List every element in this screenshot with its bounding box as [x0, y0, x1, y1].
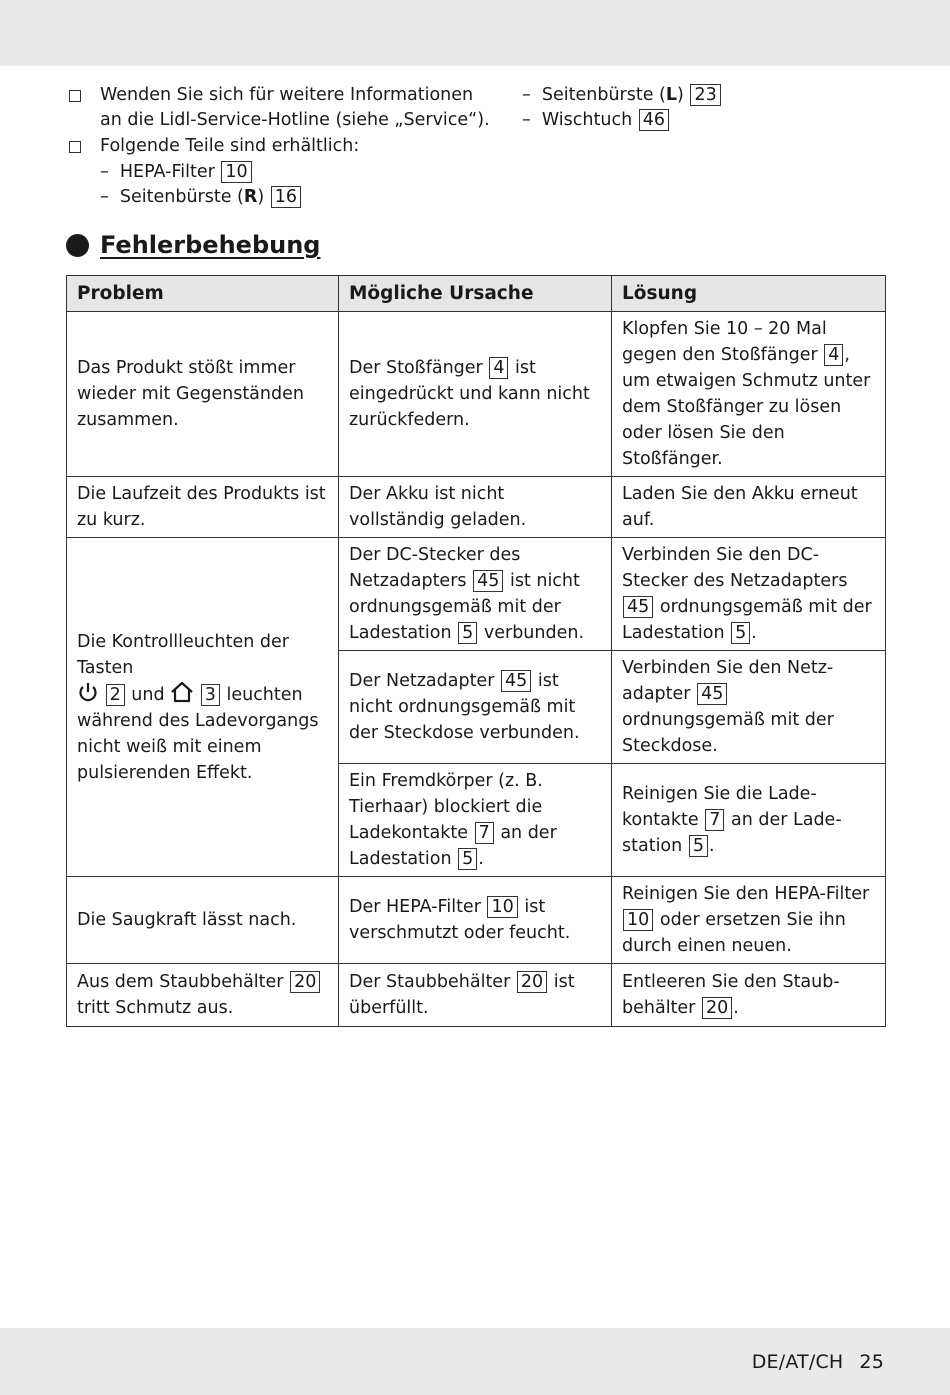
part-label: Wischtuch	[541, 110, 633, 130]
cause-text: Der Staubbehälter	[349, 972, 511, 992]
cause-text: ist überfüllt.	[349, 972, 575, 1018]
problem-text: leuchten	[226, 684, 303, 705]
cause-text: an der Ladestation	[349, 823, 557, 869]
solution-text: Verbinden Sie den Netz-adapter	[622, 658, 834, 704]
footer-region: DE/AT/CH	[751, 1351, 844, 1373]
table-row	[67, 538, 886, 651]
solution-text: oder ersetzen Sie ihn durch einen neuen.	[622, 910, 846, 956]
solution-text: Reinigen Sie die Lade-kontakte	[622, 784, 817, 830]
part-hepa-filter: – HEPA-Filter 10	[100, 160, 253, 185]
problem-cell: Die Saugkraft lässt nach.	[67, 877, 339, 964]
ref-number: 4	[489, 357, 508, 379]
ref-number: 2	[106, 684, 125, 706]
solution-text: Verbinden Sie den DC-Stecker des Netzadapters	[622, 545, 848, 591]
ref-number: 7	[475, 822, 494, 844]
cause-cell	[339, 538, 612, 651]
problem-cell: Das Produkt stößt immer wieder mit Gegenständen zusammen.	[67, 312, 339, 477]
solution-cell	[612, 651, 886, 764]
solution-text: , um etwaigen Schmutz unter dem Stoßfänger zu lösen oder lösen Sie den Stoßfänger.	[622, 345, 871, 469]
ref-number: 5	[458, 848, 477, 870]
checkbox-icon	[69, 90, 81, 102]
table-row	[67, 877, 886, 964]
problem-text: tritt Schmutz aus.	[77, 998, 234, 1018]
problem-cell: Die Laufzeit des Produkts ist zu kurz.	[67, 477, 339, 538]
ref-number: 10	[487, 896, 517, 918]
cause-text: Der HEPA-Filter	[349, 897, 481, 917]
header-problem: Problem	[67, 276, 339, 312]
cause-cell	[339, 764, 612, 877]
solution-text: ordnungsgemäß mit der Steckdose.	[622, 710, 834, 756]
table-row	[67, 477, 886, 538]
ref-number: 10	[623, 909, 653, 931]
top-band	[0, 0, 950, 66]
solution-cell	[612, 877, 886, 964]
problem-text: und	[131, 684, 165, 705]
solution-cell	[612, 312, 886, 477]
ref-number: 3	[201, 684, 220, 706]
bullet-icon	[66, 234, 89, 257]
intro-item1-line2: an die Lidl-Service-Hotline (siehe „Service“).	[100, 110, 490, 130]
solution-cell	[612, 764, 886, 877]
ref-number: 20	[290, 971, 320, 993]
ref-number: 20	[702, 997, 732, 1019]
solution-cell	[612, 538, 886, 651]
ref-number: 45	[501, 670, 531, 692]
cause-cell: Der Akku ist nicht vollständig geladen.	[339, 477, 612, 538]
power-icon	[77, 681, 99, 703]
part-label: Seitenbürste (	[541, 85, 666, 105]
cause-text: ist verschmutzt oder feucht.	[349, 897, 571, 943]
solution-cell	[612, 964, 886, 1027]
section-heading	[66, 231, 320, 259]
problem-text: während des Ladevorgangs nicht weiß mit einem pulsierenden Effekt.	[77, 710, 319, 783]
cause-text: ist nicht ordnungsgemäß mit der Steckdose verbunden.	[349, 671, 580, 743]
ref-number: 4	[824, 344, 843, 366]
problem-cell	[67, 964, 339, 1027]
header-solution: Lösung	[612, 276, 886, 312]
section-title: Fehlerbehebung	[100, 231, 321, 259]
cause-text: Ein Fremdkörper (z. B. Tierhaar) blockiert die Ladekontakte	[349, 771, 543, 843]
ref-number: 45	[697, 683, 727, 705]
ref-number: 5	[458, 622, 477, 644]
intro-item2: Folgende Teile sind erhältlich:	[100, 136, 360, 156]
solution-text: Entleeren Sie den Staub-behälter	[622, 972, 840, 1018]
solution-cell: Laden Sie den Akku erneut auf.	[612, 477, 886, 538]
part-label-end: )	[677, 85, 684, 105]
ref-number: 5	[689, 835, 708, 857]
ref-number: 10	[221, 161, 251, 183]
table-row	[67, 312, 886, 477]
ref-number: 16	[271, 186, 301, 208]
table-row	[67, 964, 886, 1027]
solution-text: an der Lade-station	[622, 810, 842, 856]
cause-cell	[339, 877, 612, 964]
solution-text: Klopfen Sie 10 – 20 Mal gegen den Stoßfänger	[622, 319, 827, 365]
cause-text: ist nicht ordnungsgemäß mit der Ladestation	[349, 571, 580, 643]
part-label: Seitenbürste (	[119, 187, 244, 207]
page-footer	[752, 1351, 884, 1373]
part-mop-cloth: – Wischtuch 46	[522, 108, 670, 133]
problem-text: Die Kontrollleuchten der Tasten	[77, 631, 289, 678]
part-label: HEPA-Filter	[119, 162, 215, 182]
ref-number: 20	[517, 971, 547, 993]
checkbox-icon	[69, 141, 81, 153]
ref-number: 46	[639, 109, 669, 131]
cause-text: Der Netzadapter	[349, 671, 495, 691]
ref-number: 23	[690, 84, 720, 106]
ref-number: 45	[623, 596, 653, 618]
troubleshooting-table	[66, 275, 886, 1027]
cause-cell	[339, 964, 612, 1027]
table-header-row	[67, 276, 886, 312]
home-icon	[170, 681, 194, 703]
ref-number: 5	[731, 622, 750, 644]
part-label-end: )	[257, 187, 265, 207]
solution-text: Reinigen Sie den HEPA-Filter	[622, 884, 870, 904]
solution-text: ordnungsgemäß mit der Ladestation	[622, 597, 872, 643]
ref-number: 7	[705, 809, 724, 831]
part-side-brush-right: – Seitenbürste (R) 16	[100, 185, 302, 210]
cause-text: .	[478, 849, 484, 869]
cause-text: Der DC-Stecker des Netzadapters	[349, 545, 521, 591]
part-side-brush-left: – Seitenbürste (L) 23	[522, 83, 722, 108]
cause-cell	[339, 312, 612, 477]
page-number: 25	[859, 1351, 884, 1373]
cause-cell	[339, 651, 612, 764]
cause-text: Der Stoßfänger	[349, 358, 483, 378]
solution-text: .	[733, 998, 739, 1018]
key-letter: L	[665, 85, 678, 105]
cause-text: verbunden.	[483, 623, 585, 643]
solution-text: .	[708, 836, 715, 856]
key-letter: R	[243, 187, 258, 207]
header-cause: Mögliche Ursache	[339, 276, 612, 312]
cause-text: ist eingedrückt und kann nicht zurückfedern.	[349, 358, 590, 430]
ref-number: 45	[473, 570, 503, 592]
solution-text: .	[751, 623, 757, 643]
problem-text: Aus dem Staubbehälter	[77, 972, 284, 992]
intro-item1-line1: Wenden Sie sich für weitere Informationen	[100, 85, 474, 105]
problem-cell	[67, 538, 339, 877]
